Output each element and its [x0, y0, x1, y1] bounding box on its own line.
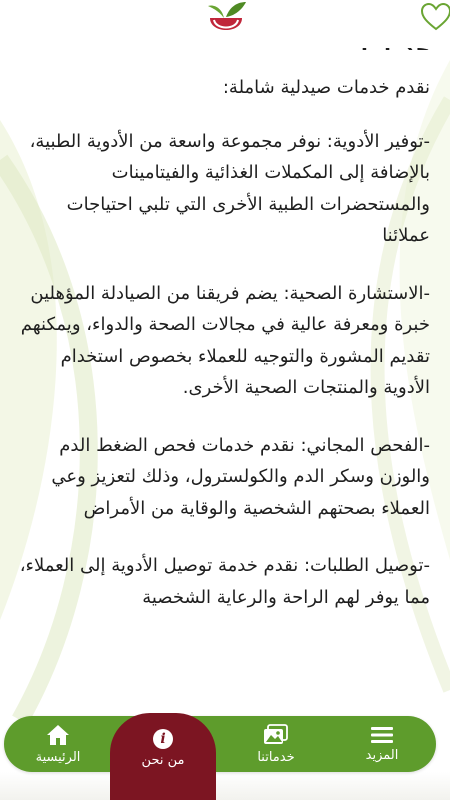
bottom-navigation: [4, 716, 436, 772]
gallery-icon: [263, 724, 289, 746]
info-icon: i: [153, 729, 173, 749]
service-medicines: -توفير الأدوية: نوفر مجموعة واسعة من الأدوية الطبية، بالإضافة إلى المكملات الغذائية والفيتامينات والمستحضرات الطبية الأخرى التي تلبي احتياجات عملائنا: [29, 130, 430, 246]
service-order-delivery: -توصيل الطلبات: نقدم خدمة توصيل الأدوية إلى العملاء، مما يوفر لهم الراحة والرعاية الشخصية: [19, 555, 430, 608]
service-health-consultation: -الاستشارة الصحية: يضم فريقنا من الصيادلة المؤهلين خبرة ومعرفة عالية في مجالات الصحة والدواء، ويمكنهم تقديم المشورة والتوجيه للعملاء بخصوص استخدام الأدوية والمنتجات الصحية الأخرى.: [20, 282, 430, 398]
intro-text: نقدم خدمات صيدلية شاملة:: [222, 77, 430, 98]
bottom-fade: [0, 772, 450, 800]
nav-home[interactable]: [8, 716, 108, 772]
nav-about-label: من نحن: [141, 753, 185, 768]
nav-services-label: خدماتنا: [257, 749, 295, 765]
nav-about-active[interactable]: [110, 713, 216, 800]
heart-outline-icon[interactable]: [420, 2, 450, 32]
menu-icon: [371, 726, 393, 744]
home-icon: [46, 724, 70, 746]
nav-more[interactable]: [332, 716, 432, 772]
top-bar: [0, 0, 450, 48]
services-content: [14, 36, 430, 639]
nav-services[interactable]: [226, 716, 326, 772]
service-free-checkup: -الفحص المجاني: نقدم خدمات فحص الضغط الدم والوزن وسكر الدم والكولسترول، وذلك لتعزيز وعي العملاء بصحتهم الشخصية والوقاية من الأمراض: [51, 434, 430, 519]
brand-logo[interactable]: [204, 0, 248, 42]
nav-home-label: الرئيسية: [35, 749, 81, 765]
nav-more-label: المزيد: [365, 747, 399, 763]
